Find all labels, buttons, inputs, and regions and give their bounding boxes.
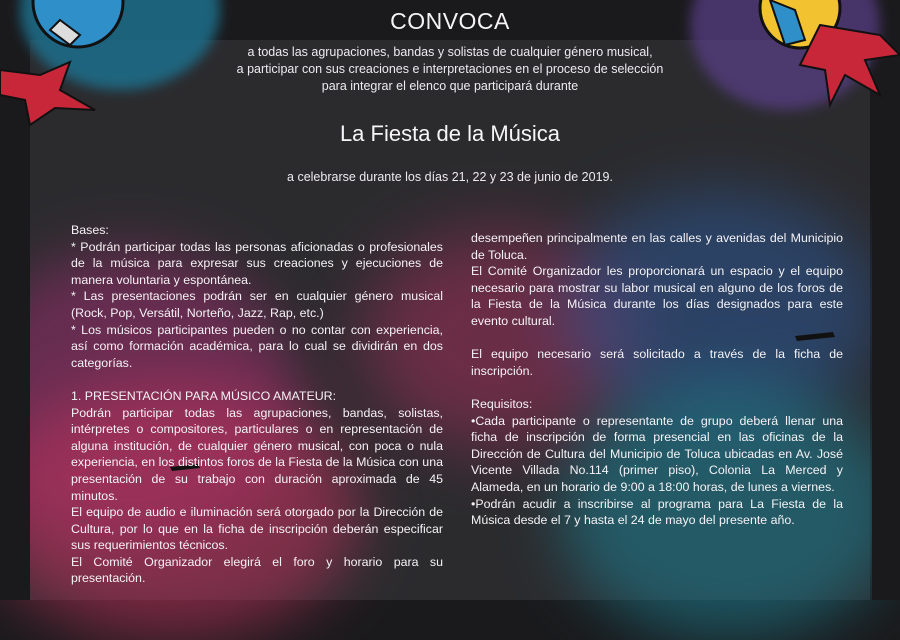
section1-title: 1. PRESENTACIÓN PARA MÚSICO AMATEUR: <box>71 388 337 403</box>
heading-convoca: CONVOCA <box>390 8 510 34</box>
bases-title: Bases: <box>71 223 109 237</box>
festival-title: La Fiesta de la Música <box>339 121 561 146</box>
intro-text <box>0 44 900 95</box>
left-column <box>71 222 443 587</box>
bases-item: * Podrán participar todas las personas aficionadas o profesionales de la música para expresar sus creaciones y ejecuciones de manera voluntaria y espontánea. <box>71 239 443 287</box>
requisitos-item: •Cada participante o representante de grupo deberá llenar una ficha de inscripción de forma presencial en las oficinas de la Dirección de Cultura del Municipio de Toluca ubicadas en Av. José Vicente Villada No.114 (primer piso), Colonia La Merced y Alameda, en un horario de 9:00 a 18:00 horas, de lunes a viernes. <box>471 413 843 494</box>
bases-item: * Los músicos participantes pueden o no contar con experiencia, así como formación académica, para lo cual se dividirán en dos categorías. <box>71 322 443 370</box>
right-paragraph: El Comité Organizador les proporcionará un espacio y el equipo necesario para mostrar su labor musical en alguno de los foros de la Fiesta de la Música durante los días designados para este evento cultural. <box>471 264 843 328</box>
equipment-note: El equipo necesario será solicitado a través de la ficha de inscripción. <box>471 347 843 378</box>
festival-dates: a celebrarse durante los días 21, 22 y 23 de junio de 2019. <box>287 170 613 184</box>
section1-paragraph: El equipo de audio e iluminación será otorgado por la Dirección de Cultura, por lo que en la ficha de inscripción deberán especificar sus requerimientos técnicos. <box>71 505 443 553</box>
section1-paragraph: Podrán participar todas las agrupaciones, bandas, solistas, intérpretes o compositores, particulares o en representación de alguna institución, de cualquier género musical, con poca o nula experiencia, en los distintos foros de la Fiesta de la Música con una presentación de su trabajo con duración aproximada de 45 minutos. <box>71 405 443 503</box>
intro-line: para integrar el elenco que participará durante <box>321 79 579 93</box>
requisitos-item: •Podrán acudir a inscribirse al programa para La Fiesta de la Música desde el 7 y hasta el 24 de mayo del presente año. <box>471 496 843 528</box>
right-paragraph: desempeñen principalmente en las calles y avenidas del Municipio de Toluca. <box>471 231 843 262</box>
spacer <box>471 379 843 396</box>
intro-line: a todas las agrupaciones, bandas y solistas de cualquier género musical, <box>247 45 653 59</box>
bases-item: * Las presentaciones podrán ser en cualquier género musical (Rock, Pop, Versátil, Norteño, Jazz, Rap, etc.) <box>71 289 443 320</box>
right-column <box>471 230 843 529</box>
spacer <box>471 330 843 347</box>
requisitos-title: Requisitos: <box>471 396 533 411</box>
section1-paragraph: El Comité Organizador elegirá el foro y horario para su presentación. <box>71 554 443 586</box>
spacer <box>71 371 443 388</box>
intro-line: a participar con sus creaciones e interpretaciones en el proceso de selección <box>236 62 664 76</box>
